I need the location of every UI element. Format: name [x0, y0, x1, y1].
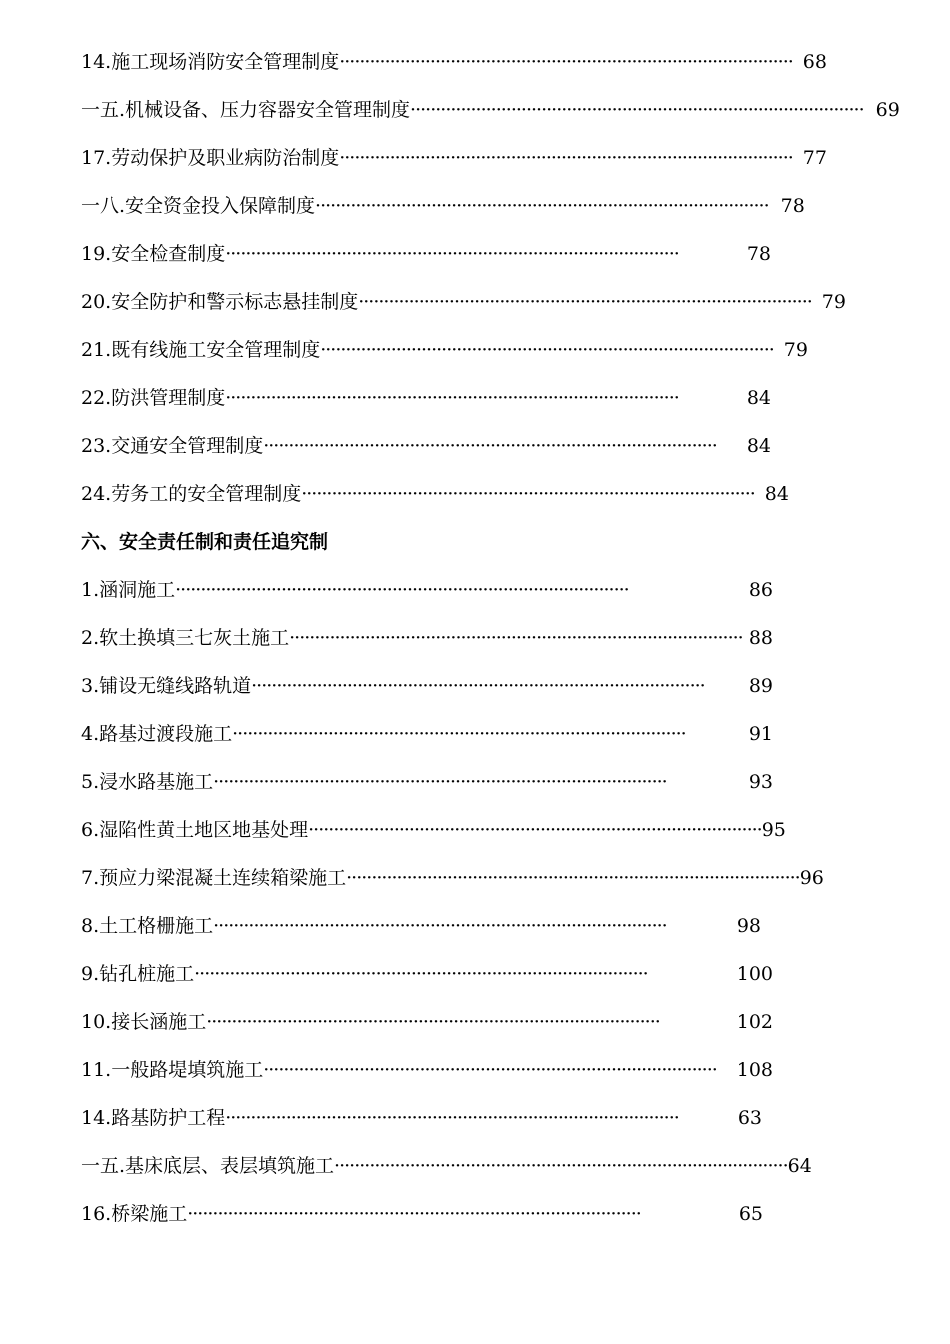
- dot-leader: ··························································································: [213, 771, 667, 793]
- dot-leader: ··························································································: [339, 51, 793, 73]
- toc-entry-page: 86: [748, 579, 773, 601]
- toc-entry-page: 78: [746, 243, 771, 265]
- toc-entry: [81, 47, 827, 77]
- toc-entry: [81, 1007, 773, 1037]
- toc-entry: [81, 143, 827, 173]
- toc-entry-label: 22.防洪管理制度: [81, 387, 226, 409]
- toc-entry-label: 2.软土换填三七灰土施工: [81, 627, 290, 649]
- toc-entry: [81, 671, 773, 701]
- dot-leader: ··························································································: [315, 195, 769, 217]
- toc-entry-label: 4.路基过渡段施工: [81, 723, 233, 745]
- toc-entry-label: 7.预应力梁混凝土连续箱梁施工: [81, 867, 347, 889]
- dot-leader: ··························································································: [251, 675, 705, 697]
- dot-leader: ··························································································: [308, 819, 762, 841]
- toc-entry: [81, 239, 771, 269]
- toc-entry-label: 一八.安全资金投入保障制度: [81, 195, 316, 217]
- toc-entry: [81, 1151, 812, 1181]
- toc-entry: [81, 191, 805, 221]
- toc-entry-label: 5.浸水路基施工: [81, 771, 214, 793]
- toc-entry-label: 9.钻孔桩施工: [81, 963, 195, 985]
- toc-entry: [81, 911, 761, 941]
- toc-entry-page: 98: [736, 915, 761, 937]
- toc-entry-label: 17.劳动保护及职业病防治制度: [81, 147, 340, 169]
- toc-entry-page: 65: [738, 1203, 763, 1225]
- toc-entry-page: 84: [746, 435, 771, 457]
- toc-entry-page: 88: [748, 627, 773, 649]
- toc-entry: [81, 479, 789, 509]
- toc-entry: [81, 623, 773, 653]
- toc-entry: [81, 767, 773, 797]
- toc-entry-page: 96: [799, 867, 824, 889]
- dot-leader: ··························································································: [263, 435, 717, 457]
- toc-entry: [81, 959, 773, 989]
- toc-entry-page: 64: [787, 1155, 812, 1177]
- toc-entry-label: 一五.机械设备、压力容器安全管理制度: [81, 99, 411, 121]
- toc-entry: [81, 335, 808, 365]
- dot-leader: ··························································································: [358, 291, 812, 313]
- toc-entry: [81, 719, 773, 749]
- toc-entry-label: 19.安全检查制度: [81, 243, 226, 265]
- toc-entry-page: 91: [748, 723, 773, 745]
- dot-leader: ··························································································: [410, 99, 864, 121]
- toc-entry: [81, 287, 846, 317]
- toc-entry-label: 1.涵洞施工: [81, 579, 176, 601]
- dot-leader: ··························································································: [301, 483, 755, 505]
- toc-entry-page: 84: [746, 387, 771, 409]
- toc-entry-page: 108: [736, 1059, 773, 1081]
- dot-leader: ··························································································: [339, 147, 793, 169]
- dot-leader: ··························································································: [213, 915, 667, 937]
- toc-entry: [81, 1055, 773, 1085]
- toc-entry-page: 63: [737, 1107, 762, 1129]
- toc-entry-page: 84: [764, 483, 789, 505]
- toc-entry-page: 100: [736, 963, 773, 985]
- toc-entry-page: 77: [802, 147, 827, 169]
- toc-entry-page: 68: [802, 51, 827, 73]
- dot-leader: ··························································································: [232, 723, 686, 745]
- dot-leader: ··························································································: [225, 243, 679, 265]
- toc-entry-label: 一五.基床底层、表层填筑施工: [81, 1155, 335, 1177]
- toc-entry-label: 14.施工现场消防安全管理制度: [81, 51, 340, 73]
- dot-leader: ··························································································: [206, 1011, 660, 1033]
- toc-entry-page: 93: [748, 771, 773, 793]
- dot-leader: ··························································································: [194, 963, 648, 985]
- toc-entry-page: 89: [748, 675, 773, 697]
- toc-entry-label: 11.一般路堤填筑施工: [81, 1059, 264, 1081]
- toc-entry-label: 6.湿陷性黄土地区地基处理: [81, 819, 309, 841]
- toc-entry: [81, 1103, 762, 1133]
- dot-leader: ··························································································: [225, 1107, 679, 1129]
- toc-entry-page: 78: [780, 195, 805, 217]
- dot-leader: ··························································································: [175, 579, 629, 601]
- dot-leader: ··························································································: [263, 1059, 717, 1081]
- toc-entry-label: 20.安全防护和警示标志悬挂制度: [81, 291, 359, 313]
- toc-entry-label: 21.既有线施工安全管理制度: [81, 339, 321, 361]
- toc-entry-page: 79: [783, 339, 808, 361]
- toc-entry-page: 69: [875, 99, 900, 121]
- dot-leader: ··························································································: [334, 1155, 788, 1177]
- toc-entry: [81, 1199, 763, 1229]
- toc-entry-label: 8.土工格栅施工: [81, 915, 214, 937]
- toc-entry-page: 102: [736, 1011, 773, 1033]
- toc-entry-label: 10.接长涵施工: [81, 1011, 207, 1033]
- dot-leader: ··························································································: [289, 627, 743, 649]
- toc-entry: [81, 863, 824, 893]
- toc-entry: [81, 95, 900, 125]
- toc-entry: [81, 431, 771, 461]
- dot-leader: ··························································································: [346, 867, 800, 889]
- toc-entry-label: 14.路基防护工程: [81, 1107, 226, 1129]
- toc-entry-label: 16.桥梁施工: [81, 1203, 188, 1225]
- toc-entry-page: 79: [821, 291, 846, 313]
- toc-entry-page: 95: [761, 819, 786, 841]
- dot-leader: ··························································································: [225, 387, 679, 409]
- toc-entry-label: 23.交通安全管理制度: [81, 435, 264, 457]
- toc-entry-label: 3.铺设无缝线路轨道: [81, 675, 252, 697]
- dot-leader: ··························································································: [187, 1203, 641, 1225]
- section-heading: 六、安全责任制和责任追究制: [81, 531, 329, 553]
- toc-entry-label: 24.劳务工的安全管理制度: [81, 483, 302, 505]
- dot-leader: ··························································································: [320, 339, 774, 361]
- toc-entry: [81, 383, 771, 413]
- toc-entry: [81, 575, 773, 605]
- toc-entry: [81, 815, 786, 845]
